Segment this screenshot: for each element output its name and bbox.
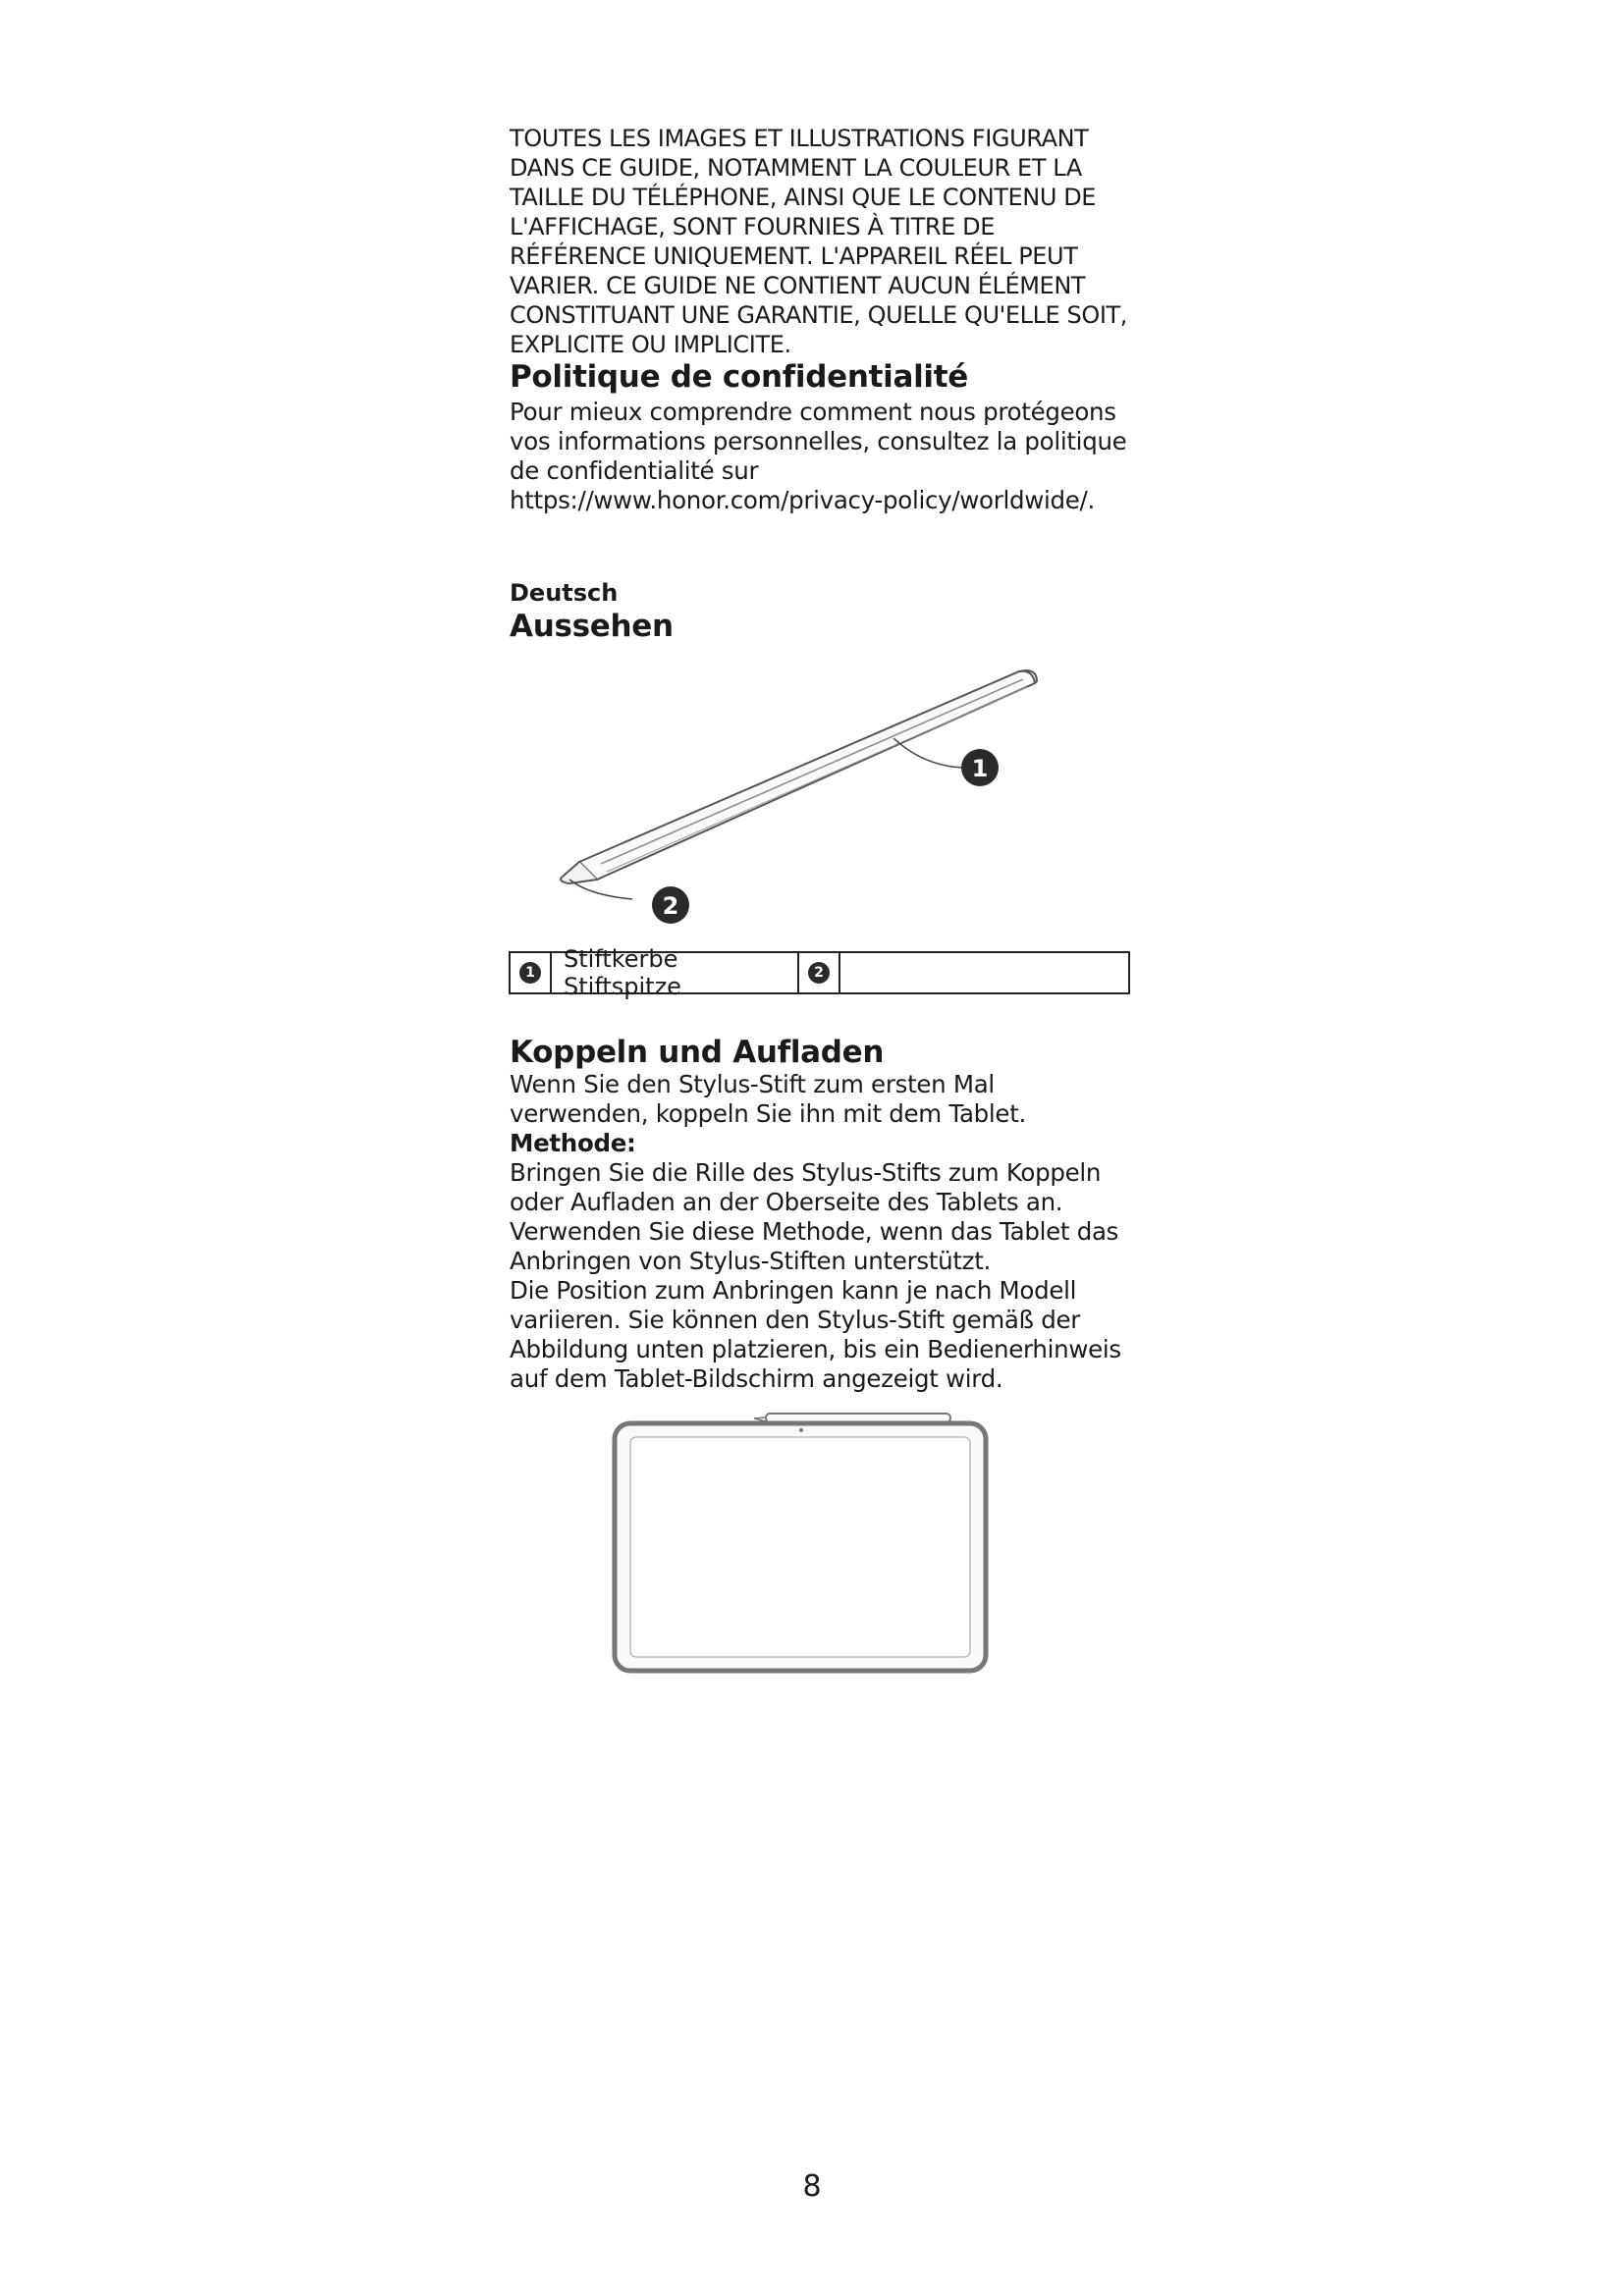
- callout-2-number: 2: [662, 892, 679, 920]
- front-camera: [799, 1428, 803, 1432]
- legend-table: [509, 945, 1130, 1000]
- position-note: Die Position zum Anbringen kann je nach Modell variieren. Sie können den Stylus-Stift gemäß der Abbildung unten platzieren, bis ein Bedienerhinweis auf dem Tablet-Bildschirm angezeigt wird.: [510, 1276, 1121, 1393]
- pairing-body: [510, 1070, 1138, 1394]
- privacy-body: Pour mieux comprendre comment nous protégeons vos informations personnelles, consultez la politique de confidentialité sur https://www.honor.com/privacy-policy/worldwide/.: [510, 398, 1127, 514]
- legend-cell-2: [799, 953, 840, 992]
- tablet-illustration: [609, 1410, 1001, 1684]
- stylus-pen-illustration: [550, 658, 1060, 942]
- page-number: 8: [802, 2169, 822, 2204]
- method-label: Methode:: [510, 1129, 636, 1157]
- appearance-heading: Aussehen: [510, 609, 674, 644]
- callout-1-number: 1: [971, 755, 989, 782]
- legend-badge-1: 1: [519, 962, 541, 984]
- legend-cell-1: [511, 953, 552, 992]
- pairing-heading: Koppeln und Aufladen: [510, 1035, 885, 1070]
- method-text: Bringen Sie die Rille des Stylus-Stifts zum Koppeln oder Aufladen an der Oberseite des Tablets an.: [510, 1158, 1102, 1216]
- pairing-intro: Wenn Sie den Stylus-Stift zum ersten Mal verwenden, koppeln Sie ihn mit dem Tablet.: [510, 1070, 1026, 1128]
- privacy-heading: Politique de confidentialité: [510, 359, 968, 395]
- legend-empty-cell: [840, 953, 1128, 992]
- disclaimer-text: TOUTES LES IMAGES ET ILLUSTRATIONS FIGURANT DANS CE GUIDE, NOTAMMENT LA COULEUR ET LA TAILLE DU TÉLÉPHONE, AINSI QUE LE CONTENU DE L'AFFICHAGE, SONT FOURNIES À TITRE DE RÉFÉRENCE UNIQUEMENT. L'APPAREIL RÉEL PEUT VARIER. CE GUIDE NE CONTIENT AUCUN ÉLÉMENT CONSTITUANT UNE GARANTIE, QUELLE QU'ELLE SOIT, EXPLICITE OU IMPLICITE.: [510, 125, 1128, 358]
- tablet-screen: [630, 1437, 970, 1657]
- legend-badge-2: 2: [808, 962, 830, 984]
- legend-text: Stiftkerbe Stiftspitze: [552, 953, 799, 992]
- usage-note: Verwenden Sie diese Methode, wenn das Tablet das Anbringen von Stylus-Stiften unterstützt.: [510, 1217, 1119, 1275]
- language-label: Deutsch: [510, 579, 619, 607]
